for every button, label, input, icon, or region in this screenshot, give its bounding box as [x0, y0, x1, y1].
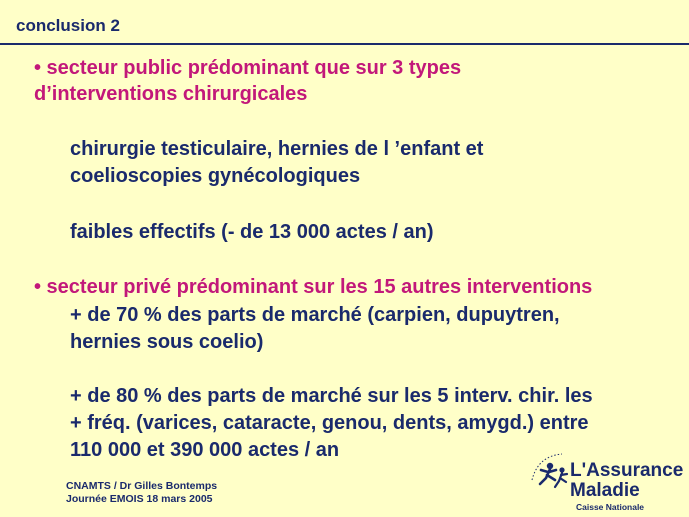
public-volume-line: faibles effectifs (- de 13 000 actes / an) — [70, 221, 434, 243]
bullet-private-line: • secteur privé prédominant sur les 15 autres interventions — [34, 276, 593, 298]
logo-line2: Maladie — [570, 480, 640, 501]
footer-event: Journée EMOIS 18 mars 2005 — [66, 493, 213, 505]
title-rule — [0, 43, 689, 45]
private-share-line2: + fréq. (varices, cataracte, genou, dents, amygd.) entre — [70, 412, 589, 434]
public-detail-line2: coelioscopies gynécologiques — [70, 165, 361, 187]
slide-title: conclusion 2 — [16, 16, 120, 35]
private-share-line3: 110 000 et 390 000 actes / an — [70, 439, 340, 461]
logo-line3: Caisse Nationale — [576, 502, 645, 512]
running-figures-icon — [528, 450, 572, 494]
assurance-maladie-logo — [528, 446, 684, 514]
bullet-public-line1: • secteur public prédominant que sur 3 types — [34, 57, 462, 79]
logo-line1: L'Assurance — [570, 460, 684, 481]
private-detail-line1: + de 70 % des parts de marché (carpien, dupuytren, — [70, 304, 560, 326]
private-share-line1: + de 80 % des parts de marché sur les 5 interv. chir. les — [70, 385, 593, 407]
footer-author: CNAMTS / Dr Gilles Bontemps — [66, 480, 218, 492]
public-detail-line1: chirurgie testiculaire, hernies de l ’enfant et — [70, 138, 484, 160]
private-detail-line2: hernies sous coelio) — [70, 331, 264, 353]
bullet-public-line2: d’interventions chirurgicales — [34, 83, 308, 105]
